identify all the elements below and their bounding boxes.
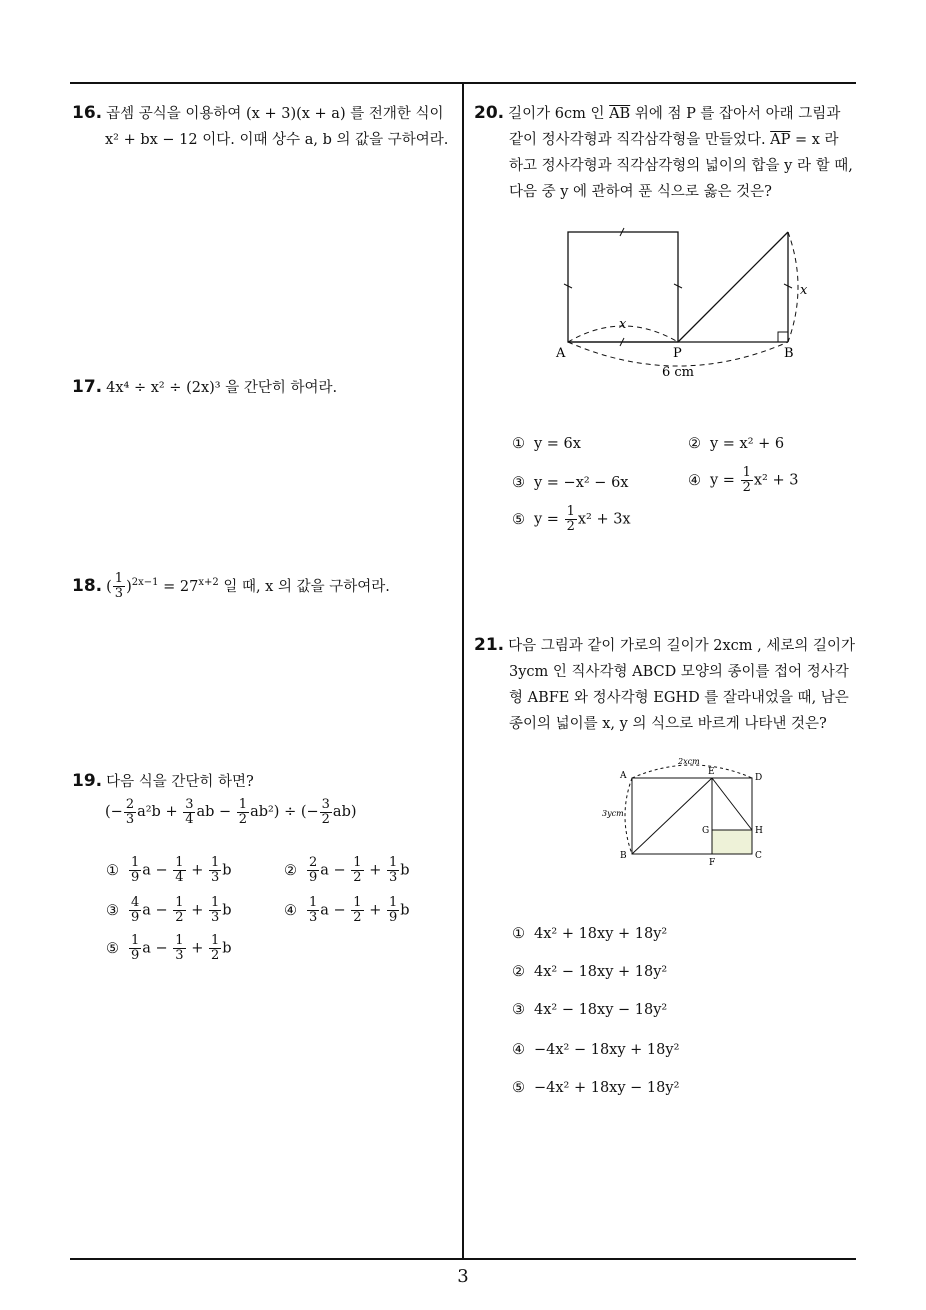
segment-BE xyxy=(632,778,712,854)
label-A: A xyxy=(556,346,566,361)
label-height: 3ycm xyxy=(602,809,624,818)
question-text: 종이의 넓이를 x, y 의 식으로 바르게 나타낸 것은? xyxy=(509,716,827,732)
equation-part: = 27 xyxy=(158,578,199,595)
question-text: 형 ABFE 와 정사각형 EGHD 를 잘라내었을 때, 남은 xyxy=(509,690,849,706)
label-A: A xyxy=(620,771,627,781)
question-20: 20. 길이가 6cm 인 $\overline{AB}$ 위에 점 P 를 잡아서 아래 그림과 같이 정사각형과 직각삼각형을 만들었다. $\overline{AP} = x$ 라 하고 정사각형과 직각삼각형의 넓이의 합을 y 라 할 때, 다음 중 y 에 관하여 푼 식으로 옳은 것은? xyxy=(474,100,864,205)
question-text: 하고 정사각형과 직각삼각형의 넓이의 합을 y 라 할 때, xyxy=(509,158,853,174)
label-F: F xyxy=(709,858,716,868)
question-19 xyxy=(72,768,456,829)
question-text: 다음 중 y 에 관하여 푼 식으로 옳은 것은? xyxy=(509,184,772,200)
fraction: $\frac{1}{3}$ xyxy=(114,571,124,602)
page-number: 3 xyxy=(457,1266,469,1287)
triangle-hypotenuse xyxy=(678,232,788,342)
label-length: 6 cm xyxy=(662,365,695,380)
q20-option-4[interactable]: ④ y = $\frac{1}{2}$ x² + 3 xyxy=(688,465,799,495)
q20-figure xyxy=(540,222,830,384)
q19-option-1[interactable]: ① $\frac{1}{9}$ a − $\frac{1}{4}$ + $\frac{1}{3}$ b xyxy=(106,855,232,885)
q19-option-4[interactable]: ④ $\frac{1}{3}$ a − $\frac{1}{2}$ + $\frac{1}{9}$ b xyxy=(284,895,410,925)
q20-option-5[interactable]: ⑤ y = $\frac{1}{2}$ x² + 3x xyxy=(512,504,631,534)
question-16 xyxy=(72,100,456,153)
q21-option-1[interactable]: ① 4x² + 18xy + 18y² xyxy=(512,926,668,942)
question-number: 16. xyxy=(72,103,103,123)
label-x-bottom: x xyxy=(619,317,627,332)
q21-option-4[interactable]: ④ −4x² − 18xy + 18y² xyxy=(512,1042,680,1058)
q20-option-1[interactable]: ① y = 6x xyxy=(512,436,581,452)
bottom-rule xyxy=(70,1258,856,1260)
q21-option-5[interactable]: ⑤ −4x² + 18xy − 18y² xyxy=(512,1080,680,1096)
question-text: 다음 식을 간단히 하면? xyxy=(106,774,254,790)
question-number: 21. xyxy=(474,635,505,655)
label-P: P xyxy=(673,346,682,361)
question-text: 다음 그림과 같이 가로의 길이가 2xcm , 세로의 길이가 xyxy=(508,638,856,654)
label-x-right: x xyxy=(800,283,808,298)
q19-option-2[interactable]: ② $\frac{2}{9}$ a − $\frac{1}{2}$ + $\frac{1}{3}$ b xyxy=(284,855,410,885)
label-C: C xyxy=(755,851,762,861)
question-number: 20. xyxy=(474,103,505,123)
label-G: G xyxy=(702,826,710,836)
segment-EH xyxy=(712,778,752,830)
arc-width xyxy=(632,765,752,778)
question-text: 3ycm 인 직사각형 ABCD 모양의 종이를 접어 정사각 xyxy=(509,664,849,680)
q21-figure xyxy=(598,752,778,868)
question-number: 17. xyxy=(72,377,103,397)
question-number: 18. xyxy=(72,575,103,596)
q21-option-2[interactable]: ② 4x² − 18xy + 18y² xyxy=(512,964,668,980)
expression: (− $\frac{2}{3}$ a²b + $\frac{3}{4}$ ab − $\frac{1}{2}$ ab²) ÷ (− $\frac{3}{2}$ ab) xyxy=(105,796,357,827)
exponent: 2x−1 xyxy=(131,577,159,588)
question-text: 곱셈 공식을 이용하여 (x + 3)(x + a) 를 전개한 식이 xyxy=(106,106,444,122)
q20-option-3[interactable]: ③ y = −x² − 6x xyxy=(512,475,629,491)
q20-option-2[interactable]: ② y = x² + 6 xyxy=(688,436,785,452)
column-divider xyxy=(462,82,464,1259)
question-17 xyxy=(72,374,456,401)
label-B: B xyxy=(784,346,794,361)
label-E: E xyxy=(708,767,715,777)
question-number: 19. xyxy=(72,771,103,791)
right-angle-mark xyxy=(778,332,788,342)
question-text: 4x⁴ ÷ x² ÷ (2x)³ 을 간단히 하여라. xyxy=(106,380,338,396)
label-B: B xyxy=(620,851,627,861)
label-H: H xyxy=(755,826,763,836)
label-D: D xyxy=(755,773,763,783)
q19-option-3[interactable]: ③ $\frac{4}{9}$ a − $\frac{1}{2}$ + $\frac{1}{3}$ b xyxy=(106,895,232,925)
question-text: x² + bx − 12 이다. 이때 상수 a, b 의 값을 구하여라. xyxy=(105,132,449,148)
q21-option-3[interactable]: ③ 4x² − 18xy − 18y² xyxy=(512,1002,668,1018)
question-18: 18. ( $\frac{1}{3}$ )$^{2x-1} = 27^{x+2}$ 일 때, x 의 값을 구하여라. xyxy=(72,571,390,602)
question-21 xyxy=(474,632,864,737)
question-text: 일 때, x 의 값을 구하여라. xyxy=(218,578,390,595)
arc-height xyxy=(625,778,632,854)
shaded-region xyxy=(712,830,752,854)
exponent: x+2 xyxy=(198,577,219,588)
q19-option-5[interactable]: ⑤ $\frac{1}{9}$ a − $\frac{1}{3}$ + $\frac{1}{2}$ b xyxy=(106,933,232,963)
label-width: 2xcm xyxy=(678,757,700,766)
